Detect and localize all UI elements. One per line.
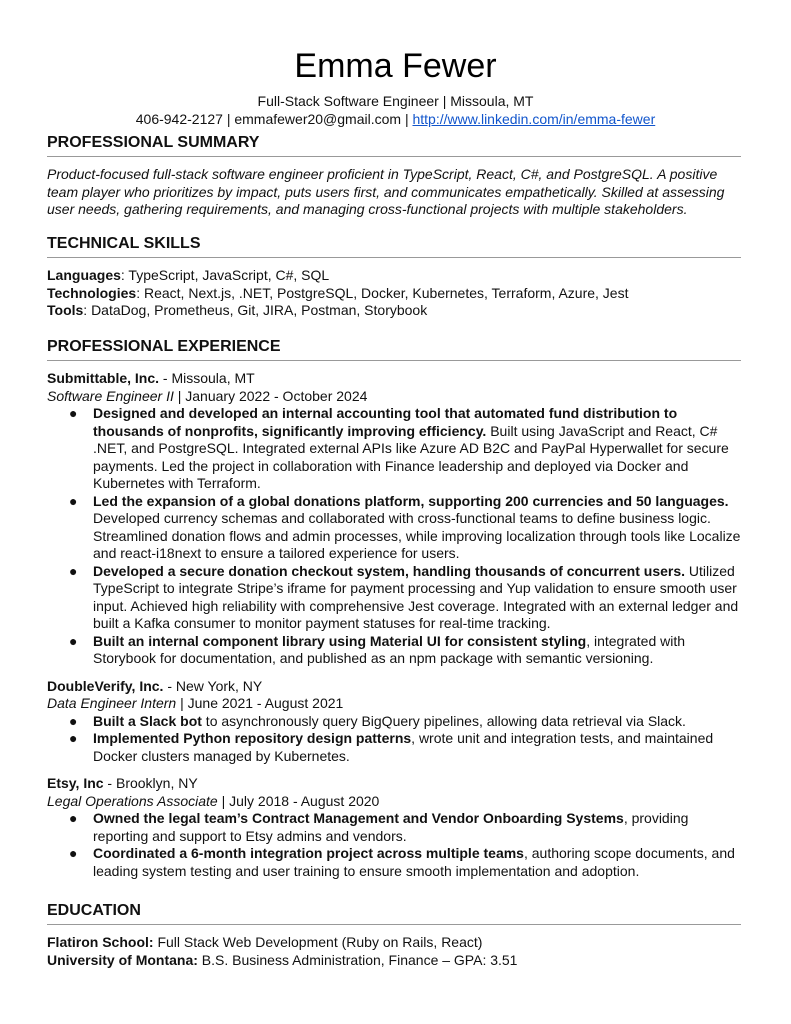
experience-section — [47, 337, 741, 880]
company-name: Submittable, Inc. — [47, 370, 160, 386]
list-item — [47, 845, 741, 880]
bullet-text: Developed currency schemas and collaborated with cross-functional teams to define business logic. Streamlined donation flows and admin processes, while improving localization through tools like Localize and react-i18next to ensure a tailored experience for users. — [93, 510, 741, 561]
education-section — [47, 901, 741, 969]
skill-value: : React, Next.js, .NET, PostgreSQL, Docker, Kubernetes, Terraform, Azure, Jest — [136, 284, 629, 301]
bullet-bold: Implemented Python repository design patterns — [93, 730, 412, 746]
bullet-bold: Built an internal component library using Material UI for consistent styling — [93, 632, 587, 649]
bullet-bold: Led the expansion of a global donations platform, supporting 200 currencies and 50 languages. — [93, 492, 729, 509]
job-etsy — [47, 775, 741, 880]
job-bullets — [47, 713, 741, 766]
bullet-text: Built using JavaScript and React, C# .NET, and PostgreSQL. Integrated external APIs like Azure AD B2C and PayPal Hyperwallet for secure payments. Led the project in collaboration with Finance leadership and deployed via Docker and Kubernetes with Terraform. — [93, 422, 729, 491]
company-name: Etsy, Inc — [47, 775, 104, 791]
list-item — [47, 563, 741, 633]
skill-label: Technologies — [47, 284, 137, 301]
job-submittable — [47, 370, 741, 668]
skill-label: Languages — [47, 267, 121, 283]
school-name: Flatiron School: — [47, 934, 154, 950]
school-detail: Full Stack Web Development (Ruby on Rails, React) — [153, 934, 483, 950]
bullet-icon: ● — [69, 712, 78, 729]
candidate-subtitle: Full-Stack Software Engineer | Missoula, MT — [257, 93, 534, 109]
section-title-skills: TECHNICAL SKILLS — [47, 234, 741, 258]
job-dates: | January 2022 - October 2024 — [173, 387, 368, 404]
bullet-icon: ● — [69, 810, 78, 826]
skill-line-tools — [47, 302, 741, 320]
skill-line-technologies — [47, 285, 741, 303]
bullet-bold: Developed a secure donation checkout system, handling thousands of concurrent users. — [93, 562, 686, 579]
skill-value: : DataDog, Prometheus, Git, JIRA, Postman, Storybook — [83, 302, 428, 318]
resume-header — [0, 0, 791, 128]
phone-email: 406-942-2127 | emmafewer20@gmail.com | — [135, 111, 413, 127]
summary-section — [47, 133, 741, 219]
bullet-text: , integrated with Storybook for documentation, and published as an npm package with semantic versioning. — [93, 632, 686, 666]
list-item — [47, 493, 741, 563]
job-dates: | June 2021 - August 2021 — [176, 695, 344, 711]
bullet-icon: ● — [69, 730, 78, 746]
bullet-text: to asynchronously query BigQuery pipelines, allowing data retrieval via Slack. — [201, 712, 686, 729]
job-company-line — [47, 678, 741, 696]
bullet-icon: ● — [69, 405, 78, 421]
job-role-line — [47, 695, 741, 713]
company-name: DoubleVerify, Inc. — [47, 677, 164, 694]
job-title: Data Engineer Intern — [47, 695, 177, 711]
linkedin-link[interactable]: http://www.linkedin.com/in/emma-fewer — [412, 111, 656, 127]
list-item — [47, 730, 741, 765]
job-company-line — [47, 370, 741, 388]
bullet-bold: Owned the legal team’s Contract Management and Vendor Onboarding Systems — [93, 810, 624, 826]
company-location: - Missoula, MT — [159, 370, 255, 386]
list-item — [47, 810, 741, 845]
skill-value: : TypeScript, JavaScript, C#, SQL — [120, 267, 330, 283]
candidate-name: Emma Fewer — [294, 47, 497, 85]
bullet-icon: ● — [69, 845, 78, 861]
bullet-bold: Built a Slack bot — [93, 712, 202, 729]
skill-line-languages — [47, 267, 741, 285]
bullet-bold: Designed and developed an internal accounting tool that automated fund distribution to thousands of nonprofits, significantly improving efficiency. — [93, 405, 678, 439]
bullet-text: , authoring scope documents, and leading system testing and user training to ensure smooth implementation and adoption. — [93, 845, 735, 879]
job-role-line — [47, 793, 741, 811]
bullet-icon: ● — [69, 562, 78, 579]
job-title: Legal Operations Associate — [47, 792, 218, 809]
job-title: Software Engineer II — [47, 387, 174, 404]
list-item — [47, 633, 741, 668]
skills-section — [47, 234, 741, 320]
company-location: - New York, NY — [163, 677, 263, 694]
job-company-line — [47, 775, 741, 793]
job-dates: | July 2018 - August 2020 — [217, 792, 380, 809]
skills-list — [47, 267, 741, 320]
bullet-text: , wrote unit and integration tests, and maintained Docker clusters managed by Kubernetes. — [93, 730, 714, 764]
bullet-icon: ● — [69, 492, 78, 509]
job-bullets — [47, 405, 741, 668]
bullet-text: Utilized TypeScript to integrate Stripe’s iframe for payment processing and Yup validation to ensure smooth user input. Achieved high reliability with comprehensive Jest coverage. Integrated with an external ledger and built a Kafka consumer to monitor payment statuses for real-time tracking. — [93, 562, 739, 631]
list-item — [47, 405, 741, 493]
bullet-icon: ● — [69, 632, 78, 649]
section-title-experience: PROFESSIONAL EXPERIENCE — [47, 337, 741, 361]
skill-label: Tools — [47, 302, 84, 318]
job-doubleverify — [47, 678, 741, 766]
education-entry — [47, 934, 741, 952]
bullet-bold: Coordinated a 6-month integration project across multiple teams — [93, 845, 524, 861]
contact-line — [0, 110, 791, 128]
job-role-line — [47, 388, 741, 406]
bullet-text: , providing reporting and support to Etsy admins and vendors. — [93, 810, 689, 844]
section-title-summary: PROFESSIONAL SUMMARY — [47, 133, 741, 157]
company-location: - Brooklyn, NY — [103, 775, 198, 791]
list-item — [47, 713, 741, 731]
education-list — [47, 934, 741, 969]
section-title-education: EDUCATION — [47, 901, 741, 925]
school-detail: B.S. Business Administration, Finance – GPA: 3.51 — [197, 951, 518, 968]
job-bullets — [47, 810, 741, 880]
school-name: University of Montana: — [47, 951, 198, 968]
summary-text: Product-focused full-stack software engineer proficient in TypeScript, React, C#, and PostgreSQL. A positive team player who prioritizes by impact, puts users first, and communicates empathetically. Skilled at assessing user needs, gathering requirements, and managing cross-functional projects with multiple stakeholders. — [47, 166, 725, 217]
education-entry — [47, 952, 741, 970]
